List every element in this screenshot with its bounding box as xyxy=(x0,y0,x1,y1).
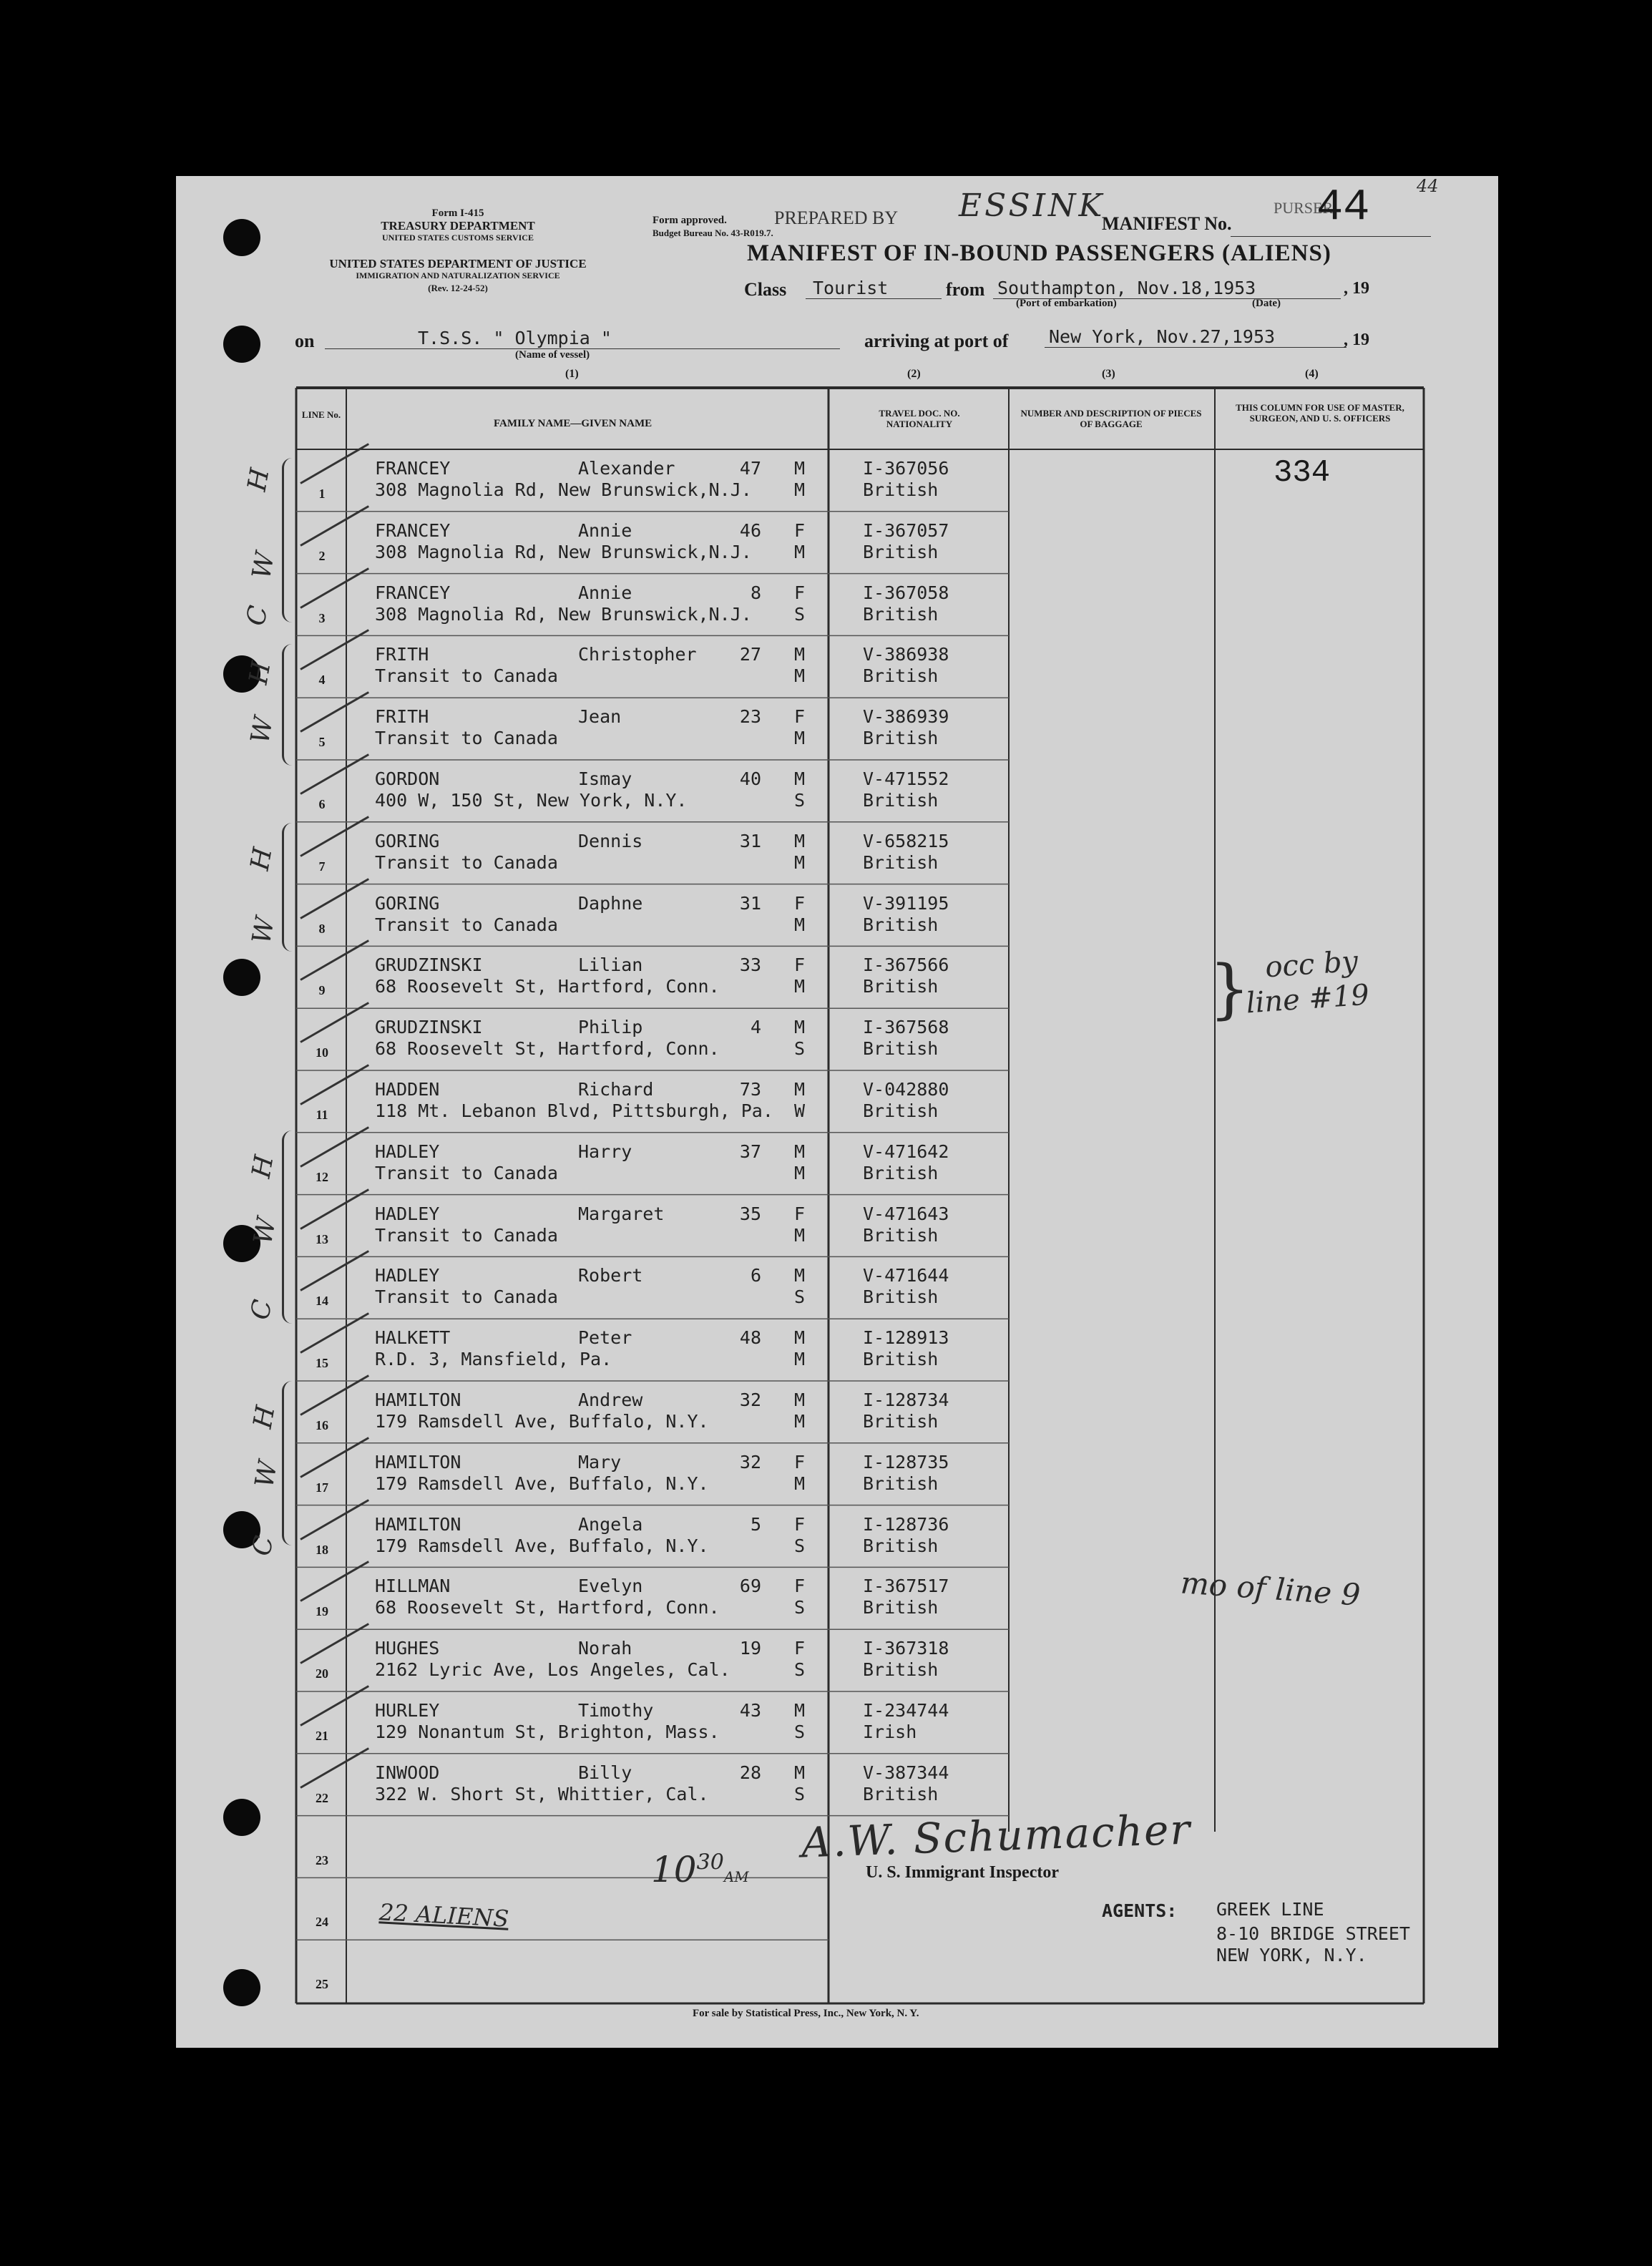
marital-status: S xyxy=(794,603,806,625)
nationality: British xyxy=(863,790,939,811)
family-name: HALKETT xyxy=(375,1327,451,1349)
line-number: 24 xyxy=(316,1915,328,1930)
marital-status: M xyxy=(794,1349,806,1370)
vessel-caption: (Name of vessel) xyxy=(515,349,590,361)
travel-doc-number: I-367318 xyxy=(863,1638,949,1659)
year-19-a: , 19 xyxy=(1344,279,1369,298)
sex: M xyxy=(794,1762,806,1783)
officer-number: 334 xyxy=(1274,455,1331,491)
travel-doc-number: I-367517 xyxy=(863,1576,949,1597)
family-name: GRUDZINSKI xyxy=(375,1017,483,1038)
inspector-signature: A.W. Schumacher xyxy=(800,1805,1193,1867)
column-header-name: FAMILY NAME—GIVEN NAME xyxy=(494,418,653,429)
travel-doc-number: I-367058 xyxy=(863,582,949,603)
margin-family-mark: W xyxy=(248,1215,282,1247)
marital-status: S xyxy=(794,1722,806,1742)
sex: M xyxy=(794,1700,806,1721)
given-name: Norah xyxy=(578,1638,632,1659)
travel-doc-number: I-367056 xyxy=(863,458,949,479)
column-header-line-no xyxy=(300,409,342,420)
margin-family-mark: W xyxy=(250,1458,283,1490)
given-name: Christopher xyxy=(578,644,697,665)
sex: M xyxy=(794,1265,806,1286)
line-number: 3 xyxy=(318,610,326,625)
travel-doc-number: V-471644 xyxy=(863,1265,949,1286)
travel-doc-number: V-391195 xyxy=(863,892,949,914)
address: Transit to Canada xyxy=(375,665,558,687)
family-name: GORDON xyxy=(375,768,440,789)
family-name: FRANCEY xyxy=(375,458,451,479)
travel-doc-number: V-042880 xyxy=(863,1079,949,1100)
marital-status: M xyxy=(794,1473,806,1494)
line-number: 13 xyxy=(316,1231,328,1246)
travel-doc-number: I-128734 xyxy=(863,1390,949,1410)
family-name: FRITH xyxy=(375,644,429,665)
address: 68 Roosevelt St, Hartford, Conn. xyxy=(375,1597,720,1618)
sex: M xyxy=(794,830,806,851)
margin-family-mark: W xyxy=(247,550,280,582)
column-header-baggage-text: NUMBER AND DESCRIPTION OF PIECES OF BAGGAGE xyxy=(1020,408,1202,429)
margin-family-mark: W xyxy=(245,714,279,746)
column-number-2: (2) xyxy=(907,368,921,380)
age: 31 xyxy=(739,892,761,914)
sex: M xyxy=(794,458,806,479)
line-number: 6 xyxy=(318,797,326,811)
travel-doc-number: V-386939 xyxy=(863,706,949,728)
sex: F xyxy=(794,582,806,603)
sex: M xyxy=(794,1327,806,1349)
line-number: 16 xyxy=(316,1418,328,1432)
given-name: Jean xyxy=(578,706,622,728)
nationality: British xyxy=(863,914,939,935)
nationality: British xyxy=(863,541,939,562)
line-number: 15 xyxy=(316,1356,328,1371)
age: 8 xyxy=(750,582,761,603)
marital-status: S xyxy=(794,1038,806,1060)
marital-status: M xyxy=(794,728,806,749)
given-name: Lilian xyxy=(578,954,643,976)
inspector-title: U. S. Immigrant Inspector xyxy=(866,1863,1059,1882)
family-name: INWOOD xyxy=(375,1762,440,1783)
travel-doc-number: I-367566 xyxy=(863,954,949,976)
arriving-value: New York, Nov.27,1953 xyxy=(1045,326,1346,348)
line-number: 11 xyxy=(316,1108,328,1122)
dept-ins: IMMIGRATION AND NATURALIZATION SERVICE xyxy=(356,270,560,280)
nationality: British xyxy=(863,1100,939,1121)
age: 33 xyxy=(739,954,761,976)
age: 4 xyxy=(750,1017,761,1038)
address: 322 W. Short St, Whittier, Cal. xyxy=(375,1783,709,1805)
address: 179 Ramsdell Ave, Buffalo, N.Y. xyxy=(375,1535,709,1556)
nationality: British xyxy=(863,1783,939,1805)
nationality: British xyxy=(863,728,939,749)
given-name: Ismay xyxy=(578,768,632,789)
line-number: 12 xyxy=(316,1169,328,1184)
travel-doc-number: I-128913 xyxy=(863,1327,949,1349)
dept-justice: UNITED STATES DEPARTMENT OF JUSTICE xyxy=(329,257,587,270)
age: 28 xyxy=(739,1762,761,1783)
sex: M xyxy=(794,768,806,789)
family-brace xyxy=(282,458,297,622)
address: 179 Ramsdell Ave, Buffalo, N.Y. xyxy=(375,1411,709,1432)
line-number: 20 xyxy=(316,1666,328,1681)
marital-status: S xyxy=(794,790,806,811)
form-revision: (Rev. 12-24-52) xyxy=(428,283,488,293)
family-name: HADLEY xyxy=(375,1265,440,1286)
family-brace xyxy=(282,644,297,766)
age: 48 xyxy=(739,1327,761,1349)
year-19-b: , 19 xyxy=(1344,331,1369,349)
family-name: FRANCEY xyxy=(375,519,451,541)
line-number: 21 xyxy=(316,1729,328,1743)
family-name: HAMILTON xyxy=(375,1390,461,1410)
marital-status: M xyxy=(794,976,806,997)
margin-family-mark: H xyxy=(248,1403,281,1431)
marital-status: M xyxy=(794,665,806,687)
address: 308 Magnolia Rd, New Brunswick,N.J. xyxy=(375,603,752,625)
manifest-no-label: MANIFEST No. xyxy=(1102,213,1232,234)
travel-doc-number: I-367568 xyxy=(863,1017,949,1038)
aliens-count-note: 22 ALIENS xyxy=(378,1898,510,1933)
family-name: HADLEY xyxy=(375,1141,440,1162)
sex: M xyxy=(794,644,806,665)
given-name: Alexander xyxy=(578,458,675,479)
marital-status: S xyxy=(794,1597,806,1618)
address: 400 W, 150 St, New York, N.Y. xyxy=(375,790,688,811)
nationality: British xyxy=(863,851,939,873)
column-header-travel-doc xyxy=(859,408,980,429)
sex: F xyxy=(794,1513,806,1535)
line-number: 8 xyxy=(318,921,326,936)
given-name: Harry xyxy=(578,1141,632,1162)
address: Transit to Canada xyxy=(375,851,558,873)
column-number-4: (4) xyxy=(1305,368,1319,380)
nationality: British xyxy=(863,1659,939,1681)
address: Transit to Canada xyxy=(375,1162,558,1183)
nationality: British xyxy=(863,1349,939,1370)
sex: F xyxy=(794,892,806,914)
given-name: Annie xyxy=(578,582,632,603)
sex: M xyxy=(794,1390,806,1410)
nationality: British xyxy=(863,1286,939,1308)
given-name: Peter xyxy=(578,1327,632,1349)
sex: F xyxy=(794,706,806,728)
column-header-travel-doc-text: TRAVEL DOC. NO. NATIONALITY xyxy=(879,408,960,429)
age: 5 xyxy=(750,1513,761,1535)
margin-family-mark: W xyxy=(247,914,280,947)
given-name: Mary xyxy=(578,1451,622,1473)
time-minutes: 30 xyxy=(696,1850,724,1875)
margin-family-mark: H xyxy=(242,466,275,494)
sex: F xyxy=(794,519,806,541)
class-label: Class xyxy=(744,279,787,300)
column-header-officers xyxy=(1225,402,1415,424)
address: Transit to Canada xyxy=(375,1286,558,1308)
family-name: HAMILTON xyxy=(375,1513,461,1535)
line-number: 14 xyxy=(316,1294,328,1309)
marital-status: M xyxy=(794,851,806,873)
travel-doc-number: I-128735 xyxy=(863,1451,949,1473)
given-name: Richard xyxy=(578,1079,654,1100)
family-brace xyxy=(282,823,297,952)
nationality: Irish xyxy=(863,1722,917,1742)
address: 179 Ramsdell Ave, Buffalo, N.Y. xyxy=(375,1473,709,1494)
from-label: from xyxy=(946,279,985,300)
family-name: GORING xyxy=(375,830,440,851)
given-name: Billy xyxy=(578,1762,632,1783)
margin-family-mark: C xyxy=(241,603,274,628)
address: 129 Nonantum St, Brighton, Mass. xyxy=(375,1722,720,1742)
budget-bureau: Budget Bureau No. 43-R019.7. xyxy=(653,228,773,238)
agent-line-2: 8-10 BRIDGE STREET xyxy=(1216,1923,1410,1944)
travel-doc-number: V-658215 xyxy=(863,830,949,851)
marital-status: M xyxy=(794,541,806,562)
line-number: 17 xyxy=(316,1480,328,1495)
line-number: 19 xyxy=(316,1604,328,1619)
column-header-officers-text: THIS COLUMN FOR USE OF MASTER, SURGEON, AND U. S. OFFICERS xyxy=(1236,402,1404,424)
prepared-by-value: ESSINK xyxy=(959,187,1105,224)
port-caption: (Port of embarkation) xyxy=(1016,298,1117,309)
sex: F xyxy=(794,1203,806,1224)
nationality: British xyxy=(863,1473,939,1494)
family-name: FRITH xyxy=(375,706,429,728)
sex: M xyxy=(794,1141,806,1162)
marital-status: M xyxy=(794,914,806,935)
travel-doc-number: V-471642 xyxy=(863,1141,949,1162)
line-number: 18 xyxy=(316,1542,328,1557)
given-name: Robert xyxy=(578,1265,643,1286)
sex: M xyxy=(794,1017,806,1038)
family-name: HAMILTON xyxy=(375,1451,461,1473)
travel-doc-number: V-386938 xyxy=(863,644,949,665)
mo-of-line-note: mo of line 9 xyxy=(1179,1565,1362,1613)
age: 47 xyxy=(739,458,761,479)
sex: M xyxy=(794,1079,806,1100)
line-number: 1 xyxy=(318,487,326,501)
age: 46 xyxy=(739,519,761,541)
age: 73 xyxy=(739,1079,761,1100)
marital-status: W xyxy=(794,1100,806,1121)
marital-status: M xyxy=(794,479,806,500)
line-number: 23 xyxy=(316,1852,328,1867)
age: 6 xyxy=(750,1265,761,1286)
line-number: 22 xyxy=(316,1790,328,1805)
travel-doc-number: I-234744 xyxy=(863,1700,949,1721)
vessel-name: T.S.S. " Olympia " xyxy=(325,328,840,349)
age: 69 xyxy=(739,1576,761,1597)
line-number: 7 xyxy=(318,859,326,874)
margin-family-mark: H xyxy=(245,845,278,873)
time-am: AM xyxy=(723,1868,749,1885)
travel-doc-number: I-128736 xyxy=(863,1513,949,1535)
family-brace xyxy=(282,1381,297,1545)
address: R.D. 3, Mansfield, Pa. xyxy=(375,1349,612,1370)
address: 2162 Lyric Ave, Los Angeles, Cal. xyxy=(375,1659,730,1681)
age: 43 xyxy=(739,1700,761,1721)
marital-status: S xyxy=(794,1535,806,1556)
travel-doc-number: V-471552 xyxy=(863,768,949,789)
nationality: British xyxy=(863,1224,939,1246)
address: 118 Mt. Lebanon Blvd, Pittsburgh, Pa. xyxy=(375,1100,773,1121)
line-number: 2 xyxy=(318,548,326,563)
family-name: GORING xyxy=(375,892,440,914)
marital-status: M xyxy=(794,1224,806,1246)
line-number: 10 xyxy=(316,1045,328,1060)
family-name: FRANCEY xyxy=(375,582,451,603)
occ-by-text: occ by xyxy=(1264,944,1359,985)
on-label: on xyxy=(295,331,315,351)
given-name: Evelyn xyxy=(578,1576,643,1597)
sex: F xyxy=(794,1576,806,1597)
address: Transit to Canada xyxy=(375,728,558,749)
line-number: 9 xyxy=(318,983,326,998)
line-number: 5 xyxy=(318,735,326,750)
age: 32 xyxy=(739,1390,761,1410)
family-name: HADDEN xyxy=(375,1079,440,1100)
family-name: GRUDZINSKI xyxy=(375,954,483,976)
age: 27 xyxy=(739,644,761,665)
given-name: Angela xyxy=(578,1513,643,1535)
address: Transit to Canada xyxy=(375,914,558,935)
form-approved: Form approved. xyxy=(653,215,727,226)
manifest-number: 44 xyxy=(1316,182,1370,233)
marital-status: M xyxy=(794,1162,806,1183)
prepared-by-label: PREPARED BY xyxy=(774,207,899,228)
nationality: British xyxy=(863,665,939,687)
line-number: 25 xyxy=(316,1977,328,1992)
marital-status: M xyxy=(794,1411,806,1432)
purser-label: PURSER xyxy=(1274,199,1334,217)
margin-family-mark: C xyxy=(245,1297,278,1322)
time-hour: 10 xyxy=(651,1849,697,1890)
nationality: British xyxy=(863,976,939,997)
margin-family-mark: H xyxy=(243,659,277,687)
given-name: Annie xyxy=(578,519,632,541)
sex: F xyxy=(794,954,806,976)
occ-by-brace: } xyxy=(1209,952,1251,1027)
agent-line-3: NEW YORK, N.Y. xyxy=(1216,1945,1367,1965)
nationality: British xyxy=(863,1162,939,1183)
age: 37 xyxy=(739,1141,761,1162)
family-name: HILLMAN xyxy=(375,1576,451,1597)
age: 35 xyxy=(739,1203,761,1224)
address: 308 Magnolia Rd, New Brunswick,N.J. xyxy=(375,479,752,500)
column-header-baggage xyxy=(1016,408,1206,429)
sex: F xyxy=(794,1451,806,1473)
nationality: British xyxy=(863,1411,939,1432)
address: Transit to Canada xyxy=(375,1224,558,1246)
age: 40 xyxy=(739,768,761,789)
dept-treasury: TREASURY DEPARTMENT xyxy=(381,219,535,233)
line-number: 4 xyxy=(318,673,326,688)
family-name: HURLEY xyxy=(375,1700,440,1721)
nationality: British xyxy=(863,1038,939,1060)
nationality: British xyxy=(863,603,939,625)
agent-line-1: GREEK LINE xyxy=(1216,1899,1324,1920)
age: 19 xyxy=(739,1638,761,1659)
from-value: Southampton, Nov.18,1953 xyxy=(993,278,1341,299)
corner-note: 44 xyxy=(1417,176,1439,196)
arriving-label: arriving at port of xyxy=(864,331,1009,351)
date-caption: (Date) xyxy=(1252,298,1281,309)
nationality: British xyxy=(863,1597,939,1618)
family-name: HUGHES xyxy=(375,1638,440,1659)
given-name: Daphne xyxy=(578,892,643,914)
given-name: Margaret xyxy=(578,1203,665,1224)
manifest-title: MANIFEST OF IN-BOUND PASSENGERS (ALIENS) xyxy=(747,240,1331,266)
dept-customs: UNITED STATES CUSTOMS SERVICE xyxy=(382,233,534,243)
line19-text: line #19 xyxy=(1245,978,1371,1020)
form-number: Form I-415 xyxy=(431,207,484,219)
agents-label: AGENTS: xyxy=(1102,1900,1178,1921)
travel-doc-number: I-367057 xyxy=(863,519,949,541)
column-header-line-no-text: LINE No. xyxy=(301,409,341,420)
travel-doc-number: V-387344 xyxy=(863,1762,949,1783)
given-name: Philip xyxy=(578,1017,643,1038)
age: 32 xyxy=(739,1451,761,1473)
class-value: Tourist xyxy=(806,278,942,299)
margin-family-mark: H xyxy=(246,1153,280,1181)
address: 68 Roosevelt St, Hartford, Conn. xyxy=(375,976,720,997)
column-number-3: (3) xyxy=(1102,368,1115,380)
marital-status: S xyxy=(794,1659,806,1681)
family-brace xyxy=(282,1130,297,1324)
margin-family-mark: C xyxy=(247,1533,280,1558)
given-name: Andrew xyxy=(578,1390,643,1410)
time-note xyxy=(651,1849,749,1890)
travel-doc-number: V-471643 xyxy=(863,1203,949,1224)
family-name: HADLEY xyxy=(375,1203,440,1224)
address: 68 Roosevelt St, Hartford, Conn. xyxy=(375,1038,720,1060)
nationality: British xyxy=(863,479,939,500)
column-number-1: (1) xyxy=(565,368,579,380)
nationality: British xyxy=(863,1535,939,1556)
printer-footer: For sale by Statistical Press, Inc., New York, N. Y. xyxy=(693,2008,919,2019)
marital-status: S xyxy=(794,1286,806,1308)
age: 31 xyxy=(739,830,761,851)
sex: F xyxy=(794,1638,806,1659)
address: 308 Magnolia Rd, New Brunswick,N.J. xyxy=(375,541,752,562)
given-name: Dennis xyxy=(578,830,643,851)
given-name: Timothy xyxy=(578,1700,654,1721)
age: 23 xyxy=(739,706,761,728)
marital-status: S xyxy=(794,1783,806,1805)
